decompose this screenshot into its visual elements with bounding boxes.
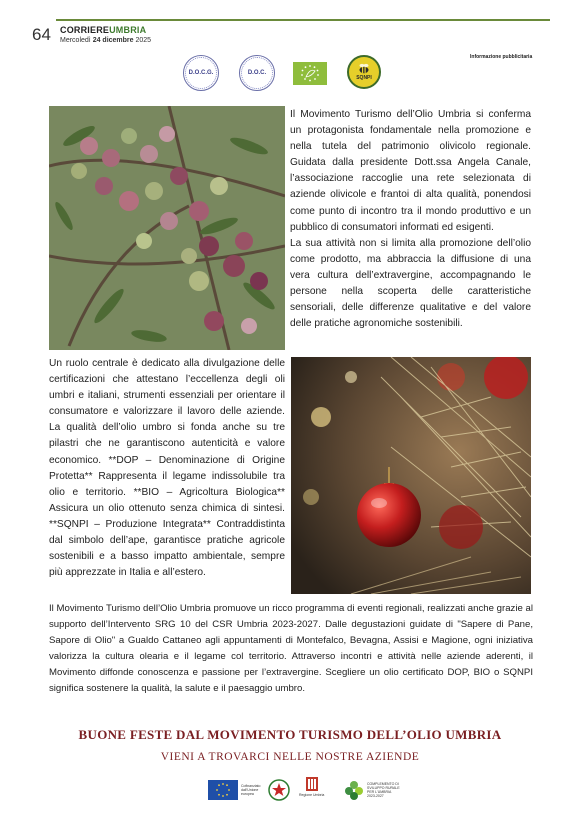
newspaper-masthead	[60, 25, 146, 35]
advertising-label: Informazione pubblicitaria	[470, 54, 533, 60]
closing-invitation: VIENI A TROVARCI NELLE NOSTRE AZIENDE	[160, 751, 420, 763]
bee-icon	[357, 63, 371, 75]
masthead-corriere: CORRIERE	[60, 25, 110, 35]
christmas-bauble-photo	[291, 357, 531, 594]
republic-star-icon	[268, 779, 290, 801]
eu-cofunding-text: Cofinanziato dall’Unione europea	[241, 784, 261, 796]
article-paragraph-2: La sua attività non si limita alla promozione dell’olio come prodotto, ma abbraccia la diffusione di una vera cultura dell’extravergine, accompagnando le persone nella scoperta delle caratteristiche sensoriali, delle differenze qualitative e del valore delle pratiche agronomiche sostenibili.	[290, 237, 531, 330]
csr-umbria-logo	[344, 779, 401, 801]
docg-seal-icon	[183, 55, 219, 91]
article-paragraph-3: Un ruolo centrale è dedicato alla divulgazione delle certificazioni che attestano l’eccellenza degli oli umbri e italiani, strumenti essenziali per orientare il consumatore e valorizzare il lavoro delle aziende. La qualità dell’olio umbro si fonda anche su tre pilastri che ne garantiscono autenticità e valore economico. **DOP – Denominazione di Origine Protetta** Rappresenta il legame indissolubile tra olio e territorio. **BIO – Agricoltura Biologica** Assicura un olio ottenuto senza chimica di sintesi. **SQNPI – Produzione Integrata** Contraddistinta dal simbolo dell’ape, garantisce pratiche agricole sostenibili e a basso impatto ambientale, sempre più apprezzate in Italia e all’estero.	[49, 358, 285, 579]
date-weekday: Mercoledì	[60, 37, 91, 44]
regione-umbria-logo	[299, 776, 324, 798]
date-day: 24 dicembre	[92, 37, 134, 44]
docg-label: D.O.C.G.	[188, 70, 214, 76]
dateline	[60, 37, 151, 44]
masthead-umbria: UMBRIA	[109, 25, 147, 35]
doc-label: D.O.C.	[247, 70, 267, 76]
date-year: 2025	[135, 37, 152, 44]
eu-organic-leaf-icon	[293, 62, 327, 85]
regione-umbria-text: Regione Umbria	[299, 793, 325, 797]
olive-branch-photo	[49, 106, 285, 350]
csr-text: COMPLEMENTO DI SVILUPPO RURALE PER L’UMBRIA 2023-2027	[367, 782, 400, 798]
italian-republic-emblem	[268, 779, 290, 801]
umbria-emblem-icon	[305, 776, 319, 792]
closing-greeting: BUONE FESTE DAL MOVIMENTO TURISMO DELL’OLIO UMBRIA	[78, 727, 502, 742]
header-rule	[56, 19, 550, 21]
eu-flag-icon	[208, 780, 238, 800]
doc-seal-icon	[239, 55, 275, 91]
eu-cofunding-logo	[208, 779, 269, 801]
article-column-top	[290, 107, 531, 332]
article-paragraph-4: Il Movimento Turismo dell’Olio Umbria promuove un ricco programma di eventi regionali, realizzati anche grazie al supporto dell’Intervento SRG 10 del CSR Umbria 2023-2027. Dalle degustazioni guidate di "Sapere di Pane, Sapore di Olio" a Gualdo Cattaneo agli appuntamenti di Montefalco, Bevagna, Assisi e Magione, ogni iniziativa valorizza la cultura olearia e il legame col territorio. Attraverso incontri e attività nelle aziende aderenti, il Movimento diffonde conoscenza e passione per l’extravergine. Scegliere un olio certificato DOP, BIO o SQNPI significa sostenere la qualità, la salute e il paesaggio umbro.	[49, 603, 533, 695]
csr-leaf-icon	[344, 779, 364, 801]
page-number: 64	[32, 25, 51, 44]
sqnpi-label: SQNPI	[356, 75, 372, 81]
article-paragraph-1: Il Movimento Turismo dell’Olio Umbria si conferma un protagonista fondamentale nella promozione e nella tutela del patrimonio olivicolo regionale. Guidata dalla presidente Dott.ssa Angela Canale, l’associazione raccoglie una rete selezionata di aziende olivicole e frantoi di alta qualità, ponendosi come punto di incontro tra il mondo produttivo e un pubblico di consumatori informati ed esigenti.	[290, 109, 531, 233]
sqnpi-bee-icon	[347, 55, 381, 89]
